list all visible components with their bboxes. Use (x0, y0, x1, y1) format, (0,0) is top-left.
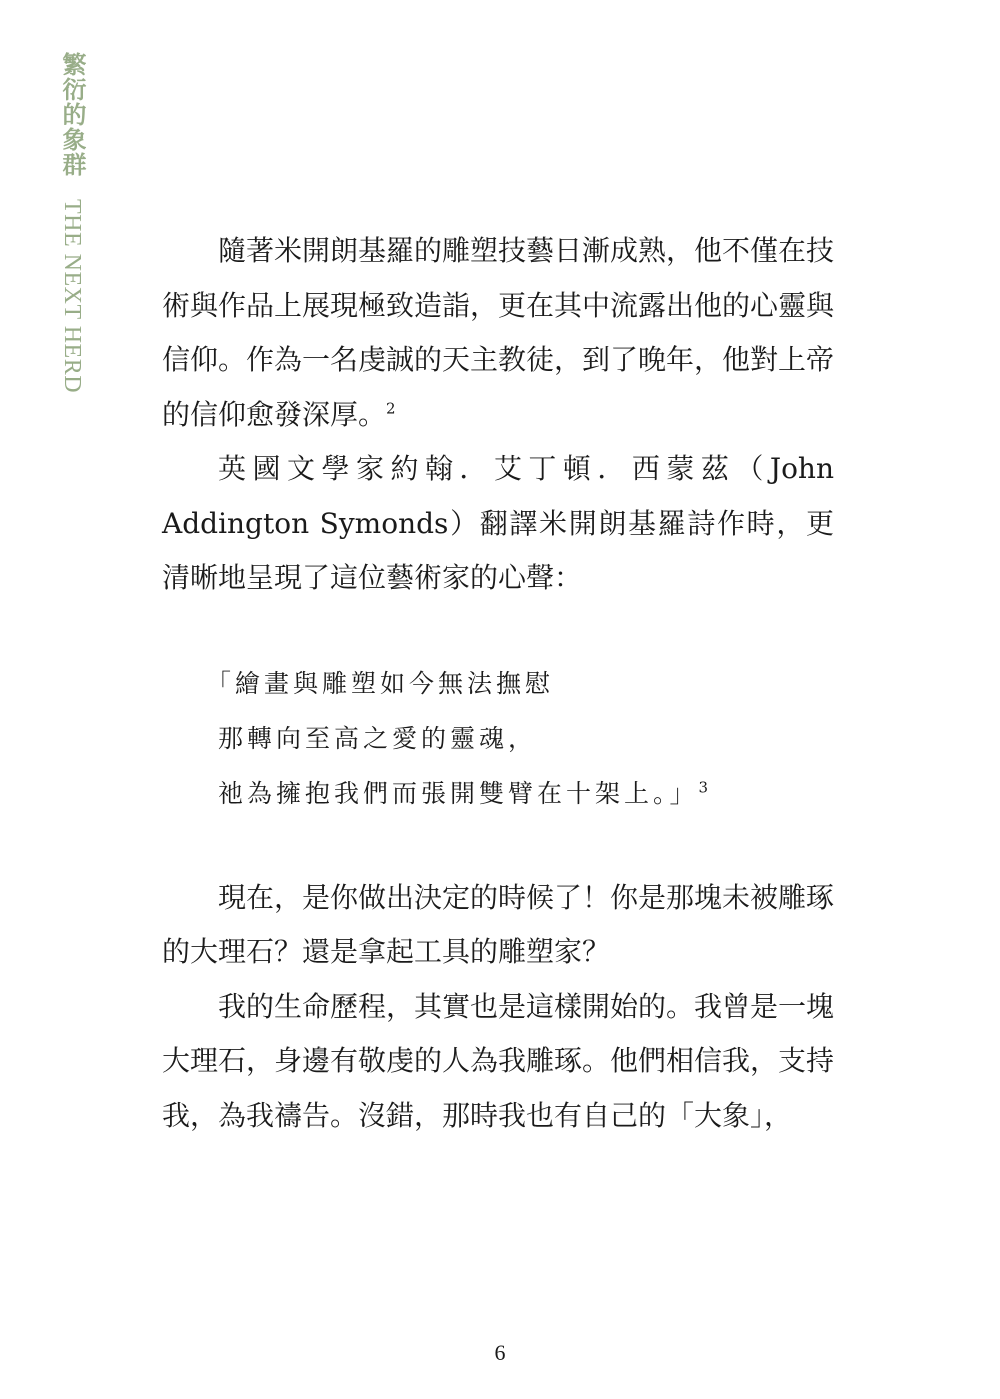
quote-line-3 (218, 766, 834, 821)
page-number: 6 (494, 1340, 506, 1365)
paragraph-1-text: 隨著米開朗基羅的雕塑技藝日漸成熟，他不僅在技術與作品上展現極致造詣，更在其中流露出他的心靈與信仰。作為一名虔誠的天主教徒，到了晚年，他對上帝的信仰愈發深厚。 (162, 234, 835, 431)
footnote-ref-2: 2 (386, 399, 396, 418)
paragraph-2-text: 英國文學家約翰．艾丁頓．西蒙茲（John Addington Symonds）翻譯米開朗基羅詩作時，更清晰地呈現了這位藝術家的心聲： (162, 452, 834, 594)
main-text (162, 224, 834, 1143)
paragraph-3-text: 現在，是你做出決定的時候了！你是那塊未被雕琢的大理石？還是拿起工具的雕塑家？ (162, 880, 835, 968)
paragraph-2 (162, 442, 834, 606)
running-head (52, 52, 92, 393)
running-head-title-en: THE NEXT HERD (59, 199, 85, 394)
paragraph-1 (162, 224, 834, 442)
paragraph-3 (162, 871, 834, 980)
paragraph-4 (162, 980, 834, 1144)
poem-quote (162, 656, 834, 821)
quote-line-3-text: 祂為擁抱我們而張開雙臂在十架上。」 (218, 778, 699, 808)
quote-line-1: 「繪畫與雕塑如今無法撫慰 (206, 668, 555, 698)
paragraph-4-text: 我的生命歷程，其實也是這樣開始的。我曾是一塊大理石，身邊有敬虔的人為我雕琢。他們相信我，支持我，為我禱告。沒錯，那時我也有自己的「大象」， (162, 989, 835, 1132)
footnote-ref-3: 3 (698, 778, 709, 797)
running-head-title-zh: 繁衍的象群 (58, 52, 86, 177)
quote-line-2: 那轉向至高之愛的靈魂， (218, 723, 538, 753)
